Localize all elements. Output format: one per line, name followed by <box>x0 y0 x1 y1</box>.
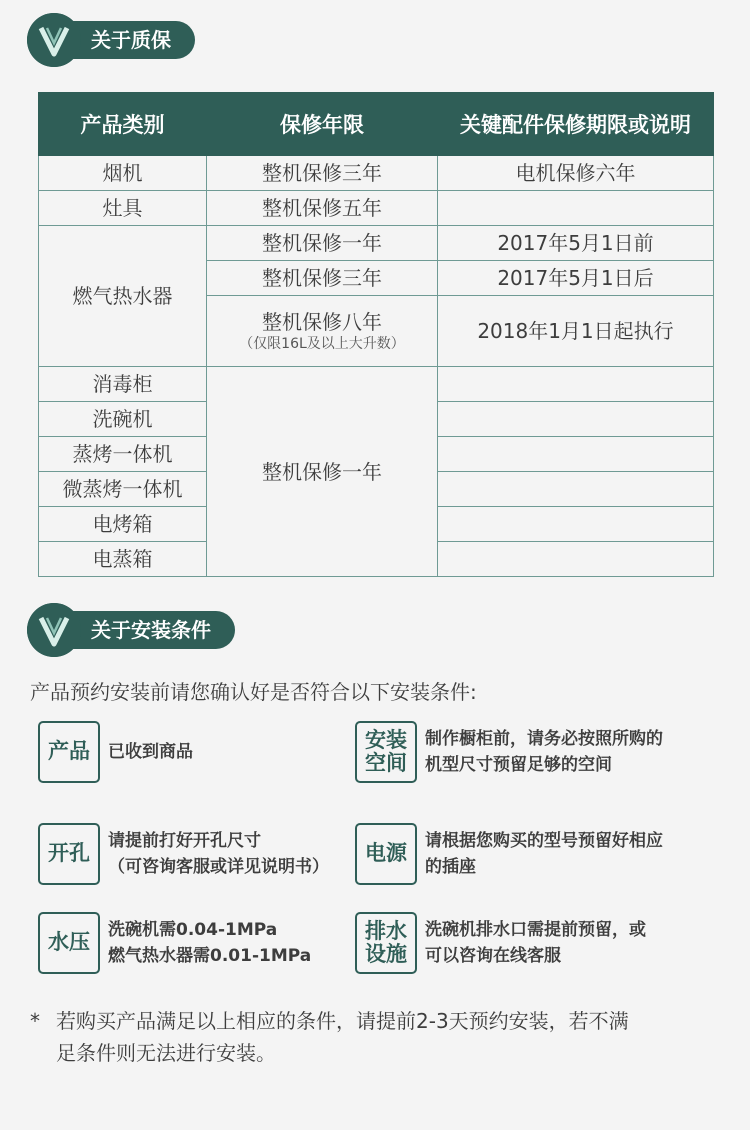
note-cell: 2017年5月1日前 <box>438 226 714 261</box>
period-text: 整机保修八年 <box>262 309 382 334</box>
column-header: 关键配件保修期限或说明 <box>438 93 714 156</box>
table-row <box>39 226 714 261</box>
condition-badge <box>38 912 100 974</box>
condition-desc <box>108 917 311 970</box>
period-cell: 整机保修五年 <box>207 191 438 226</box>
desc-line: 燃气热水器需0.01-1MPa <box>108 946 312 966</box>
condition-badge <box>355 721 417 783</box>
note-cell <box>438 542 714 577</box>
install-intro: 产品预约安装前请您确认好是否符合以下安装条件: <box>30 680 477 704</box>
desc-line: 洗碗机排水口需提前预留，或 <box>425 919 646 940</box>
condition-desc <box>425 726 663 779</box>
note-cell <box>438 437 714 472</box>
badge-text: 设施 <box>365 942 407 966</box>
period-cell: 整机保修一年 <box>207 226 438 261</box>
footnote-text: 若购买产品满足以上相应的条件，请提前2-3天预约安装，若不满 <box>56 1009 629 1033</box>
footnote-line <box>30 1005 730 1037</box>
desc-line: 的插座 <box>425 857 476 877</box>
condition-badge <box>38 823 100 885</box>
table-header-row <box>39 93 714 156</box>
condition-hole <box>38 823 329 885</box>
column-header: 保修年限 <box>207 93 438 156</box>
note-cell: 2018年1月1日起执行 <box>438 296 714 367</box>
condition-power <box>355 823 663 885</box>
category-cell: 烟机 <box>39 156 207 191</box>
badge-text: 空间 <box>365 751 407 775</box>
note-cell <box>438 367 714 402</box>
period-cell: 整机保修三年 <box>207 156 438 191</box>
note-cell <box>438 507 714 542</box>
category-cell: 灶具 <box>39 191 207 226</box>
condition-pressure <box>38 912 311 974</box>
asterisk: * <box>30 1009 40 1033</box>
category-cell: 燃气热水器 <box>39 226 207 367</box>
badge-text: 电源 <box>365 841 407 866</box>
condition-desc <box>425 917 646 970</box>
condition-desc <box>108 828 329 881</box>
condition-desc <box>108 739 193 765</box>
footnote <box>30 1005 730 1069</box>
desc-line: 可以咨询在线客服 <box>425 946 561 966</box>
table-row <box>39 156 714 191</box>
condition-badge <box>355 912 417 974</box>
footnote-line: 足条件则无法进行安装。 <box>56 1041 276 1065</box>
desc-line: 请提前打好开孔尺寸 <box>108 830 261 851</box>
category-cell: 蒸烤一体机 <box>39 437 207 472</box>
desc-line: （可咨询客服或详见说明书） <box>108 857 329 877</box>
period-cell <box>207 296 438 367</box>
badge-text: 水压 <box>48 930 90 955</box>
condition-desc <box>425 828 663 881</box>
badge-text: 排水 <box>365 918 407 943</box>
badge-text: 产品 <box>48 739 90 764</box>
note-cell <box>438 472 714 507</box>
desc-line: 机型尺寸预留足够的空间 <box>425 755 612 775</box>
category-cell: 电蒸箱 <box>39 542 207 577</box>
category-cell: 电烤箱 <box>39 507 207 542</box>
note-cell: 2017年5月1日后 <box>438 261 714 296</box>
column-header: 产品类别 <box>39 93 207 156</box>
badge-text: 安装 <box>365 727 407 752</box>
section-title: 关于安装条件 <box>53 611 235 649</box>
category-cell: 消毒柜 <box>39 367 207 402</box>
table-row <box>39 191 714 226</box>
v-logo-icon <box>27 603 81 657</box>
category-cell: 微蒸烤一体机 <box>39 472 207 507</box>
category-cell: 洗碗机 <box>39 402 207 437</box>
desc-line: 制作橱柜前，请务必按照所购的 <box>425 728 663 749</box>
desc-line: 请根据您购买的型号预留好相应 <box>425 830 663 851</box>
condition-space <box>355 721 663 783</box>
condition-badge <box>38 721 100 783</box>
note-cell: 电机保修六年 <box>438 156 714 191</box>
condition-badge <box>355 823 417 885</box>
period-cell: 整机保修三年 <box>207 261 438 296</box>
period-cell: 整机保修一年 <box>207 367 438 577</box>
note-cell <box>438 191 714 226</box>
condition-product <box>38 721 193 783</box>
warranty-table <box>38 92 714 577</box>
note-cell <box>438 402 714 437</box>
period-note: （仅限16L及以上大升数） <box>239 335 405 352</box>
section-title: 关于质保 <box>53 21 195 59</box>
desc-line: 洗碗机需0.04-1MPa <box>108 919 278 940</box>
badge-text: 开孔 <box>48 841 90 866</box>
table-row <box>39 367 714 402</box>
desc-line: 已收到商品 <box>108 741 193 762</box>
condition-drain <box>355 912 646 974</box>
v-logo-icon <box>27 13 81 67</box>
